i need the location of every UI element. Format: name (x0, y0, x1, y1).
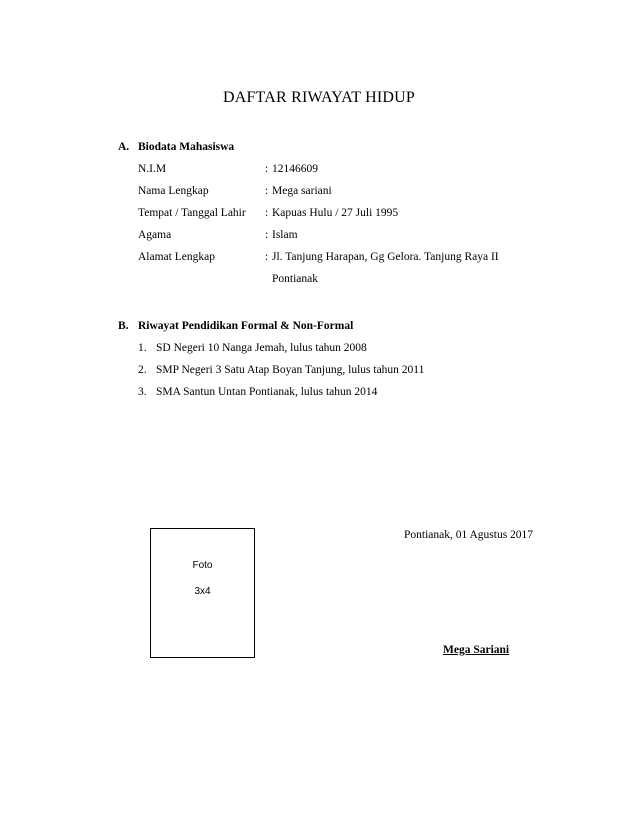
biodata-separator: : (265, 163, 269, 175)
biodata-value: Jl. Tanjung Harapan, Gg Gelora. Tanjung Raya II (272, 251, 499, 263)
biodata-value: Islam (272, 229, 298, 241)
biodata-value: Mega sariani (272, 185, 332, 197)
signer-name: Mega Sariani (443, 644, 510, 656)
section-b-title: Riwayat Pendidikan Formal & Non-Formal (138, 320, 354, 332)
section-b-letter: B. (118, 320, 129, 332)
biodata-value: Kapuas Hulu / 27 Juli 1995 (272, 207, 399, 219)
list-item-number: 2. (138, 364, 147, 376)
document-title: DAFTAR RIWAYAT HIDUP (222, 89, 416, 106)
biodata-separator: : (265, 229, 269, 241)
photo-placeholder (150, 528, 255, 658)
biodata-label: Tempat / Tanggal Lahir (138, 207, 246, 219)
photo-size: 3x4 (194, 586, 211, 597)
biodata-label: Nama Lengkap (138, 185, 209, 197)
biodata-value: 12146609 (272, 163, 318, 175)
biodata-separator: : (265, 251, 269, 263)
biodata-separator: : (265, 185, 269, 197)
section-a-title: Biodata Mahasiswa (138, 141, 235, 153)
address-continuation: Pontianak (272, 273, 318, 285)
list-item-text: SMA Santun Untan Pontianak, lulus tahun 2014 (156, 386, 378, 398)
place-date: Pontianak, 01 Agustus 2017 (404, 529, 534, 541)
section-a-heading (118, 141, 234, 153)
list-item-number: 1. (138, 342, 147, 354)
photo-label: Foto (192, 560, 213, 571)
biodata-label: N.I.M (138, 163, 167, 175)
biodata-label: Alamat Lengkap (138, 251, 215, 263)
list-item-number: 3. (138, 386, 147, 398)
section-a-letter: A. (118, 141, 130, 153)
list-item-text: SMP Negeri 3 Satu Atap Boyan Tanjung, lulus tahun 2011 (156, 364, 425, 376)
biodata-label: Agama (138, 229, 172, 241)
section-b-heading (118, 320, 353, 332)
biodata-separator: : (265, 207, 269, 219)
list-item-text: SD Negeri 10 Nanga Jemah, lulus tahun 2008 (156, 342, 367, 354)
